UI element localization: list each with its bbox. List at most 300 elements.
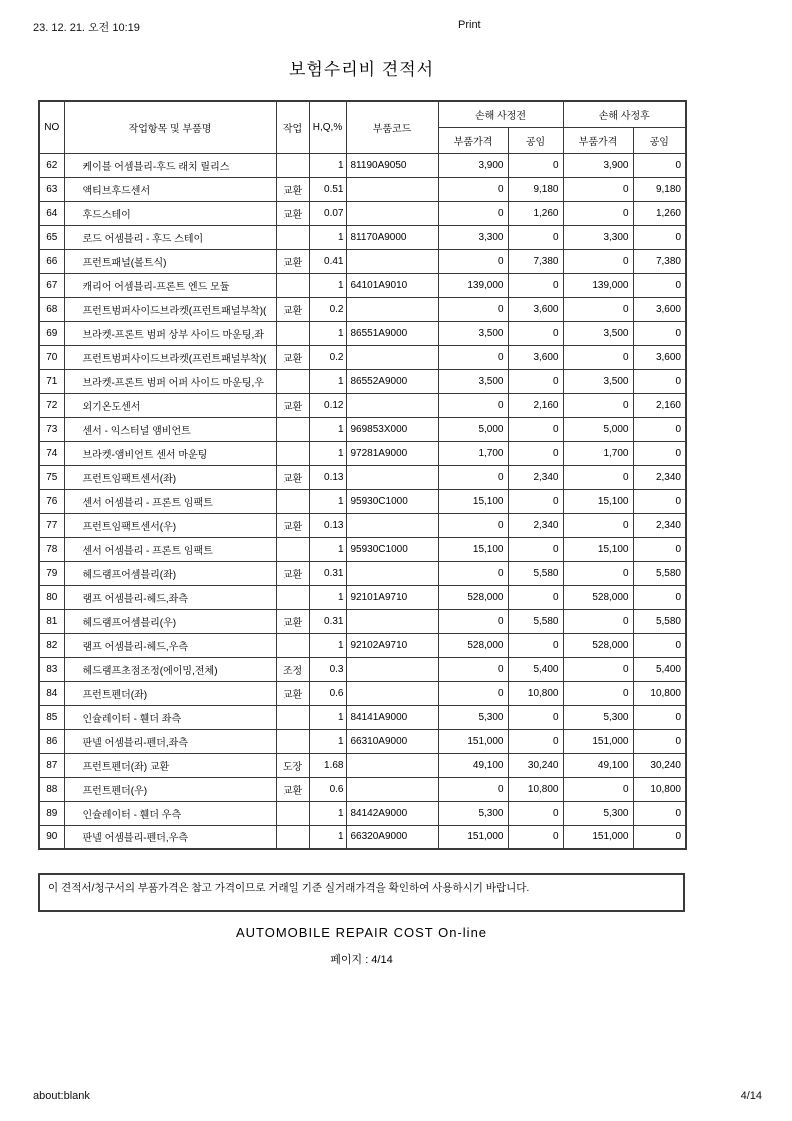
cell-after-labor: 30,240 xyxy=(633,753,686,777)
cell-after-labor: 0 xyxy=(633,417,686,441)
cell-item-name: 판넬 어셈블리-펜더,좌측 xyxy=(64,729,276,753)
cell-after-labor: 0 xyxy=(633,705,686,729)
cell-after-labor: 0 xyxy=(633,729,686,753)
table-row xyxy=(39,705,686,729)
cell-after-labor: 0 xyxy=(633,825,686,849)
cell-item-name: 센서 어셈블리 - 프론트 임팩트 xyxy=(64,537,276,561)
cell-item-name: 센서 어셈블리 - 프론트 임팩트 xyxy=(64,489,276,513)
cell-work-type xyxy=(276,705,309,729)
cell-work-type xyxy=(276,633,309,657)
cell-part-code: 97281A9000 xyxy=(346,441,438,465)
cell-after-part-price: 1,700 xyxy=(563,441,633,465)
table-row xyxy=(39,585,686,609)
cell-work-type: 교환 xyxy=(276,201,309,225)
notice-box xyxy=(38,873,685,912)
cell-item-name: 램프 어셈블리-헤드,좌측 xyxy=(64,585,276,609)
cell-after-part-price: 0 xyxy=(563,513,633,537)
cell-item-name: 후드스테이 xyxy=(64,201,276,225)
cell-work-type xyxy=(276,417,309,441)
cell-item-name: 헤드램프초점조정(에이밍,전체) xyxy=(64,657,276,681)
cell-no: 88 xyxy=(39,777,64,801)
header-row-1 xyxy=(39,101,686,127)
cell-before-part-price: 0 xyxy=(438,345,508,369)
cell-after-labor: 0 xyxy=(633,537,686,561)
cell-after-part-price: 3,500 xyxy=(563,321,633,345)
cell-before-labor: 0 xyxy=(508,321,563,345)
table-row xyxy=(39,153,686,177)
cell-before-labor: 3,600 xyxy=(508,345,563,369)
table-row xyxy=(39,201,686,225)
cell-before-part-price: 0 xyxy=(438,393,508,417)
table-row xyxy=(39,753,686,777)
cell-after-part-price: 3,500 xyxy=(563,369,633,393)
cell-before-part-price: 3,300 xyxy=(438,225,508,249)
cell-work-type xyxy=(276,273,309,297)
cell-item-name: 케이블 어셈블리-후드 래치 릴리스 xyxy=(64,153,276,177)
cell-item-name: 프런트패널(볼트식) xyxy=(64,249,276,273)
cell-before-labor: 0 xyxy=(508,153,563,177)
cell-part-code: 86552A9000 xyxy=(346,369,438,393)
cell-hq: 0.2 xyxy=(309,297,346,321)
cell-hq: 1 xyxy=(309,417,346,441)
table-row xyxy=(39,489,686,513)
cell-part-code xyxy=(346,297,438,321)
cell-before-labor: 0 xyxy=(508,825,563,849)
cell-after-part-price: 5,000 xyxy=(563,417,633,441)
cell-after-labor: 0 xyxy=(633,321,686,345)
cell-work-type xyxy=(276,729,309,753)
cell-item-name: 램프 어셈블리-헤드,우측 xyxy=(64,633,276,657)
cell-item-name: 프런트펜더(우) xyxy=(64,777,276,801)
cell-no: 70 xyxy=(39,345,64,369)
cell-part-code: 66310A9000 xyxy=(346,729,438,753)
cell-work-type xyxy=(276,489,309,513)
cell-no: 87 xyxy=(39,753,64,777)
table-row xyxy=(39,561,686,585)
header-before-assessment: 손해 사정전 xyxy=(438,101,563,127)
cell-part-code: 81190A9050 xyxy=(346,153,438,177)
source-url: about:blank xyxy=(33,1090,90,1102)
cell-before-part-price: 151,000 xyxy=(438,729,508,753)
cell-hq: 1.68 xyxy=(309,753,346,777)
header-work-type: 작업 xyxy=(276,101,309,153)
cell-hq: 0.07 xyxy=(309,201,346,225)
cell-hq: 1 xyxy=(309,729,346,753)
cell-no: 74 xyxy=(39,441,64,465)
cell-hq: 1 xyxy=(309,825,346,849)
table-row xyxy=(39,273,686,297)
cell-hq: 1 xyxy=(309,273,346,297)
cell-after-part-price: 151,000 xyxy=(563,729,633,753)
cell-hq: 0.13 xyxy=(309,513,346,537)
table-body xyxy=(39,153,686,849)
cell-item-name: 헤드램프어셈블리(우) xyxy=(64,609,276,633)
cell-after-labor: 0 xyxy=(633,633,686,657)
cell-part-code xyxy=(346,681,438,705)
cell-before-labor: 0 xyxy=(508,489,563,513)
cell-work-type: 교환 xyxy=(276,561,309,585)
cell-after-labor: 0 xyxy=(633,153,686,177)
cell-before-part-price: 0 xyxy=(438,201,508,225)
table-row xyxy=(39,513,686,537)
table-row xyxy=(39,729,686,753)
cell-before-part-price: 0 xyxy=(438,297,508,321)
cell-no: 78 xyxy=(39,537,64,561)
header-hq-percent: H,Q,% xyxy=(309,101,346,153)
cell-after-part-price: 5,300 xyxy=(563,801,633,825)
cell-hq: 0.6 xyxy=(309,681,346,705)
cell-before-labor: 2,340 xyxy=(508,465,563,489)
cell-after-part-price: 139,000 xyxy=(563,273,633,297)
cell-before-part-price: 0 xyxy=(438,465,508,489)
cell-before-labor: 0 xyxy=(508,633,563,657)
header-part-code: 부품코드 xyxy=(346,101,438,153)
cell-hq: 1 xyxy=(309,153,346,177)
cell-after-part-price: 151,000 xyxy=(563,825,633,849)
cell-before-part-price: 139,000 xyxy=(438,273,508,297)
cell-before-labor: 0 xyxy=(508,705,563,729)
cell-after-labor: 3,600 xyxy=(633,297,686,321)
cell-work-type: 교환 xyxy=(276,777,309,801)
cell-before-part-price: 0 xyxy=(438,513,508,537)
cell-work-type: 교환 xyxy=(276,177,309,201)
cell-no: 75 xyxy=(39,465,64,489)
cell-hq: 0.41 xyxy=(309,249,346,273)
cell-part-code xyxy=(346,657,438,681)
cell-hq: 0.31 xyxy=(309,561,346,585)
cell-no: 63 xyxy=(39,177,64,201)
cell-no: 77 xyxy=(39,513,64,537)
header-before-labor: 공임 xyxy=(508,127,563,153)
cell-work-type: 교환 xyxy=(276,681,309,705)
cell-hq: 1 xyxy=(309,321,346,345)
cell-work-type: 교환 xyxy=(276,297,309,321)
cell-work-type: 도장 xyxy=(276,753,309,777)
cell-hq: 0.3 xyxy=(309,657,346,681)
cell-no: 82 xyxy=(39,633,64,657)
table-row xyxy=(39,321,686,345)
cell-after-part-price: 528,000 xyxy=(563,633,633,657)
cell-before-labor: 2,160 xyxy=(508,393,563,417)
cell-item-name: 브라켓-프론트 범퍼 상부 사이드 마운팅,좌 xyxy=(64,321,276,345)
cell-item-name: 프런트펜더(좌) xyxy=(64,681,276,705)
header-no: NO xyxy=(39,101,64,153)
cell-after-labor: 0 xyxy=(633,225,686,249)
cell-before-labor: 10,800 xyxy=(508,681,563,705)
cell-work-type xyxy=(276,537,309,561)
cell-after-labor: 3,600 xyxy=(633,345,686,369)
cell-work-type: 교환 xyxy=(276,393,309,417)
cell-part-code: 64101A9010 xyxy=(346,273,438,297)
cell-no: 65 xyxy=(39,225,64,249)
header-after-part-price: 부품가격 xyxy=(563,127,633,153)
cell-after-part-price: 0 xyxy=(563,201,633,225)
cell-before-part-price: 5,300 xyxy=(438,801,508,825)
cell-item-name: 로드 어셈블리 - 후드 스테이 xyxy=(64,225,276,249)
cell-before-part-price: 5,300 xyxy=(438,705,508,729)
cell-hq: 1 xyxy=(309,369,346,393)
cell-part-code xyxy=(346,393,438,417)
cell-no: 73 xyxy=(39,417,64,441)
table-row xyxy=(39,825,686,849)
print-header-title: Print xyxy=(458,19,481,31)
cell-before-part-price: 0 xyxy=(438,177,508,201)
cell-no: 67 xyxy=(39,273,64,297)
cell-after-labor: 0 xyxy=(633,801,686,825)
cell-after-labor: 1,260 xyxy=(633,201,686,225)
cell-before-part-price: 0 xyxy=(438,609,508,633)
cell-after-labor: 0 xyxy=(633,273,686,297)
cell-item-name: 인슐레이터 - 휀더 우측 xyxy=(64,801,276,825)
cell-before-part-price: 49,100 xyxy=(438,753,508,777)
cell-after-labor: 0 xyxy=(633,441,686,465)
cell-before-part-price: 3,500 xyxy=(438,369,508,393)
cell-work-type: 교환 xyxy=(276,513,309,537)
table-row xyxy=(39,177,686,201)
cell-before-part-price: 151,000 xyxy=(438,825,508,849)
cell-work-type xyxy=(276,441,309,465)
cell-part-code: 92102A9710 xyxy=(346,633,438,657)
cell-before-part-price: 0 xyxy=(438,249,508,273)
cell-part-code: 92101A9710 xyxy=(346,585,438,609)
cell-after-labor: 10,800 xyxy=(633,681,686,705)
cell-after-part-price: 0 xyxy=(563,249,633,273)
cell-before-labor: 0 xyxy=(508,729,563,753)
cell-after-part-price: 5,300 xyxy=(563,705,633,729)
cell-work-type: 교환 xyxy=(276,609,309,633)
cell-work-type: 조정 xyxy=(276,657,309,681)
cell-hq: 1 xyxy=(309,633,346,657)
cell-work-type xyxy=(276,825,309,849)
cell-after-labor: 5,580 xyxy=(633,609,686,633)
cell-no: 66 xyxy=(39,249,64,273)
cell-after-part-price: 0 xyxy=(563,681,633,705)
cell-before-part-price: 0 xyxy=(438,657,508,681)
cell-before-labor: 0 xyxy=(508,537,563,561)
cell-no: 64 xyxy=(39,201,64,225)
cell-hq: 1 xyxy=(309,225,346,249)
document-title: 보험수리비 견적서 xyxy=(288,60,435,79)
cell-before-labor: 0 xyxy=(508,441,563,465)
cell-before-part-price: 0 xyxy=(438,777,508,801)
header-before-part-price: 부품가격 xyxy=(438,127,508,153)
cell-after-labor: 7,380 xyxy=(633,249,686,273)
table-row xyxy=(39,657,686,681)
cell-item-name: 액티브후드센서 xyxy=(64,177,276,201)
cell-after-part-price: 0 xyxy=(563,177,633,201)
cell-part-code xyxy=(346,513,438,537)
cell-part-code: 86551A9000 xyxy=(346,321,438,345)
cell-before-labor: 0 xyxy=(508,273,563,297)
table-row xyxy=(39,345,686,369)
cell-no: 84 xyxy=(39,681,64,705)
cell-before-labor: 0 xyxy=(508,417,563,441)
cell-after-part-price: 0 xyxy=(563,657,633,681)
estimate-document xyxy=(38,0,685,967)
cell-after-labor: 2,340 xyxy=(633,465,686,489)
cell-part-code xyxy=(346,177,438,201)
cell-item-name: 브라켓-앰비언트 센서 마운팅 xyxy=(64,441,276,465)
repair-estimate-table xyxy=(38,100,687,850)
cell-work-type xyxy=(276,585,309,609)
notice-text: 이 견적서/청구서의 부품가격은 참고 가격이므로 거래일 기준 실거래가격을 확인하여 사용하시기 바랍니다. xyxy=(48,882,530,894)
cell-after-labor: 2,340 xyxy=(633,513,686,537)
cell-part-code xyxy=(346,609,438,633)
cell-before-labor: 2,340 xyxy=(508,513,563,537)
cell-no: 85 xyxy=(39,705,64,729)
cell-before-part-price: 5,000 xyxy=(438,417,508,441)
table-row xyxy=(39,681,686,705)
header-item-name: 작업항목 및 부품명 xyxy=(64,101,276,153)
table-row xyxy=(39,801,686,825)
cell-after-labor: 10,800 xyxy=(633,777,686,801)
cell-after-part-price: 15,100 xyxy=(563,537,633,561)
cell-part-code: 81170A9000 xyxy=(346,225,438,249)
cell-after-part-price: 0 xyxy=(563,609,633,633)
cell-no: 62 xyxy=(39,153,64,177)
cell-item-name: 외기온도센서 xyxy=(64,393,276,417)
cell-before-labor: 5,400 xyxy=(508,657,563,681)
cell-part-code xyxy=(346,201,438,225)
cell-before-part-price: 3,500 xyxy=(438,321,508,345)
cell-work-type: 교환 xyxy=(276,465,309,489)
table-row xyxy=(39,633,686,657)
service-name: AUTOMOBILE REPAIR COST On-line xyxy=(235,925,488,940)
table-row xyxy=(39,249,686,273)
cell-before-labor: 1,260 xyxy=(508,201,563,225)
table-header xyxy=(39,101,686,153)
cell-after-labor: 5,580 xyxy=(633,561,686,585)
header-after-assessment: 손해 사정후 xyxy=(563,101,686,127)
cell-part-code xyxy=(346,345,438,369)
cell-hq: 0.13 xyxy=(309,465,346,489)
cell-work-type: 교환 xyxy=(276,249,309,273)
cell-part-code xyxy=(346,249,438,273)
cell-part-code xyxy=(346,753,438,777)
cell-after-part-price: 0 xyxy=(563,465,633,489)
cell-after-part-price: 528,000 xyxy=(563,585,633,609)
cell-before-labor: 3,600 xyxy=(508,297,563,321)
cell-after-part-price: 0 xyxy=(563,345,633,369)
cell-item-name: 프런트임팩트센서(우) xyxy=(64,513,276,537)
cell-item-name: 프런트범퍼사이드브라켓(프런트패널부착)( xyxy=(64,345,276,369)
cell-item-name: 프런트펜더(좌) 교환 xyxy=(64,753,276,777)
table-row xyxy=(39,777,686,801)
cell-work-type xyxy=(276,321,309,345)
cell-no: 86 xyxy=(39,729,64,753)
cell-part-code xyxy=(346,561,438,585)
cell-before-part-price: 15,100 xyxy=(438,489,508,513)
cell-before-labor: 5,580 xyxy=(508,609,563,633)
cell-before-part-price: 0 xyxy=(438,561,508,585)
cell-part-code xyxy=(346,777,438,801)
cell-after-labor: 9,180 xyxy=(633,177,686,201)
cell-before-labor: 0 xyxy=(508,801,563,825)
cell-item-name: 헤드램프어셈블리(좌) xyxy=(64,561,276,585)
cell-hq: 1 xyxy=(309,801,346,825)
cell-hq: 1 xyxy=(309,489,346,513)
print-page-indicator: 4/14 xyxy=(740,1090,762,1102)
cell-no: 71 xyxy=(39,369,64,393)
cell-part-code xyxy=(346,465,438,489)
cell-no: 89 xyxy=(39,801,64,825)
cell-hq: 0.51 xyxy=(309,177,346,201)
cell-after-part-price: 3,300 xyxy=(563,225,633,249)
cell-no: 79 xyxy=(39,561,64,585)
table-row xyxy=(39,465,686,489)
cell-before-labor: 7,380 xyxy=(508,249,563,273)
cell-no: 72 xyxy=(39,393,64,417)
cell-before-part-price: 1,700 xyxy=(438,441,508,465)
cell-before-labor: 5,580 xyxy=(508,561,563,585)
cell-before-labor: 9,180 xyxy=(508,177,563,201)
print-timestamp: 23. 12. 21. 오전 10:19 xyxy=(33,22,140,34)
cell-after-labor: 0 xyxy=(633,585,686,609)
cell-before-labor: 0 xyxy=(508,585,563,609)
cell-after-part-price: 49,100 xyxy=(563,753,633,777)
table-row xyxy=(39,417,686,441)
cell-part-code: 84142A9000 xyxy=(346,801,438,825)
cell-after-part-price: 15,100 xyxy=(563,489,633,513)
cell-before-labor: 30,240 xyxy=(508,753,563,777)
cell-hq: 0.31 xyxy=(309,609,346,633)
cell-item-name: 판넬 어셈블리-펜더,우측 xyxy=(64,825,276,849)
cell-after-part-price: 0 xyxy=(563,393,633,417)
cell-item-name: 인슐레이터 - 휀더 좌측 xyxy=(64,705,276,729)
table-row xyxy=(39,441,686,465)
document-page-number: 페이지 : 4/14 xyxy=(330,954,393,966)
cell-hq: 1 xyxy=(309,537,346,561)
cell-before-part-price: 528,000 xyxy=(438,585,508,609)
table-row xyxy=(39,297,686,321)
cell-work-type xyxy=(276,153,309,177)
cell-hq: 0.12 xyxy=(309,393,346,417)
cell-before-labor: 0 xyxy=(508,369,563,393)
cell-before-part-price: 0 xyxy=(438,681,508,705)
cell-part-code: 66320A9000 xyxy=(346,825,438,849)
cell-no: 76 xyxy=(39,489,64,513)
cell-work-type xyxy=(276,369,309,393)
cell-part-code: 95930C1000 xyxy=(346,537,438,561)
cell-no: 80 xyxy=(39,585,64,609)
cell-before-labor: 10,800 xyxy=(508,777,563,801)
cell-no: 69 xyxy=(39,321,64,345)
cell-no: 68 xyxy=(39,297,64,321)
cell-item-name: 프런트임팩트센서(좌) xyxy=(64,465,276,489)
cell-before-part-price: 15,100 xyxy=(438,537,508,561)
cell-before-part-price: 528,000 xyxy=(438,633,508,657)
table-row xyxy=(39,225,686,249)
cell-no: 83 xyxy=(39,657,64,681)
cell-after-part-price: 0 xyxy=(563,777,633,801)
cell-work-type: 교환 xyxy=(276,345,309,369)
cell-after-labor: 0 xyxy=(633,489,686,513)
cell-no: 81 xyxy=(39,609,64,633)
cell-before-labor: 0 xyxy=(508,225,563,249)
cell-after-part-price: 0 xyxy=(563,561,633,585)
table-row xyxy=(39,369,686,393)
cell-part-code: 95930C1000 xyxy=(346,489,438,513)
table-row xyxy=(39,609,686,633)
cell-hq: 1 xyxy=(309,705,346,729)
cell-before-part-price: 3,900 xyxy=(438,153,508,177)
cell-after-labor: 0 xyxy=(633,369,686,393)
cell-part-code: 969853X000 xyxy=(346,417,438,441)
cell-hq: 0.6 xyxy=(309,777,346,801)
cell-after-labor: 2,160 xyxy=(633,393,686,417)
cell-no: 90 xyxy=(39,825,64,849)
cell-item-name: 브라켓-프론트 범퍼 어퍼 사이드 마운팅,우 xyxy=(64,369,276,393)
